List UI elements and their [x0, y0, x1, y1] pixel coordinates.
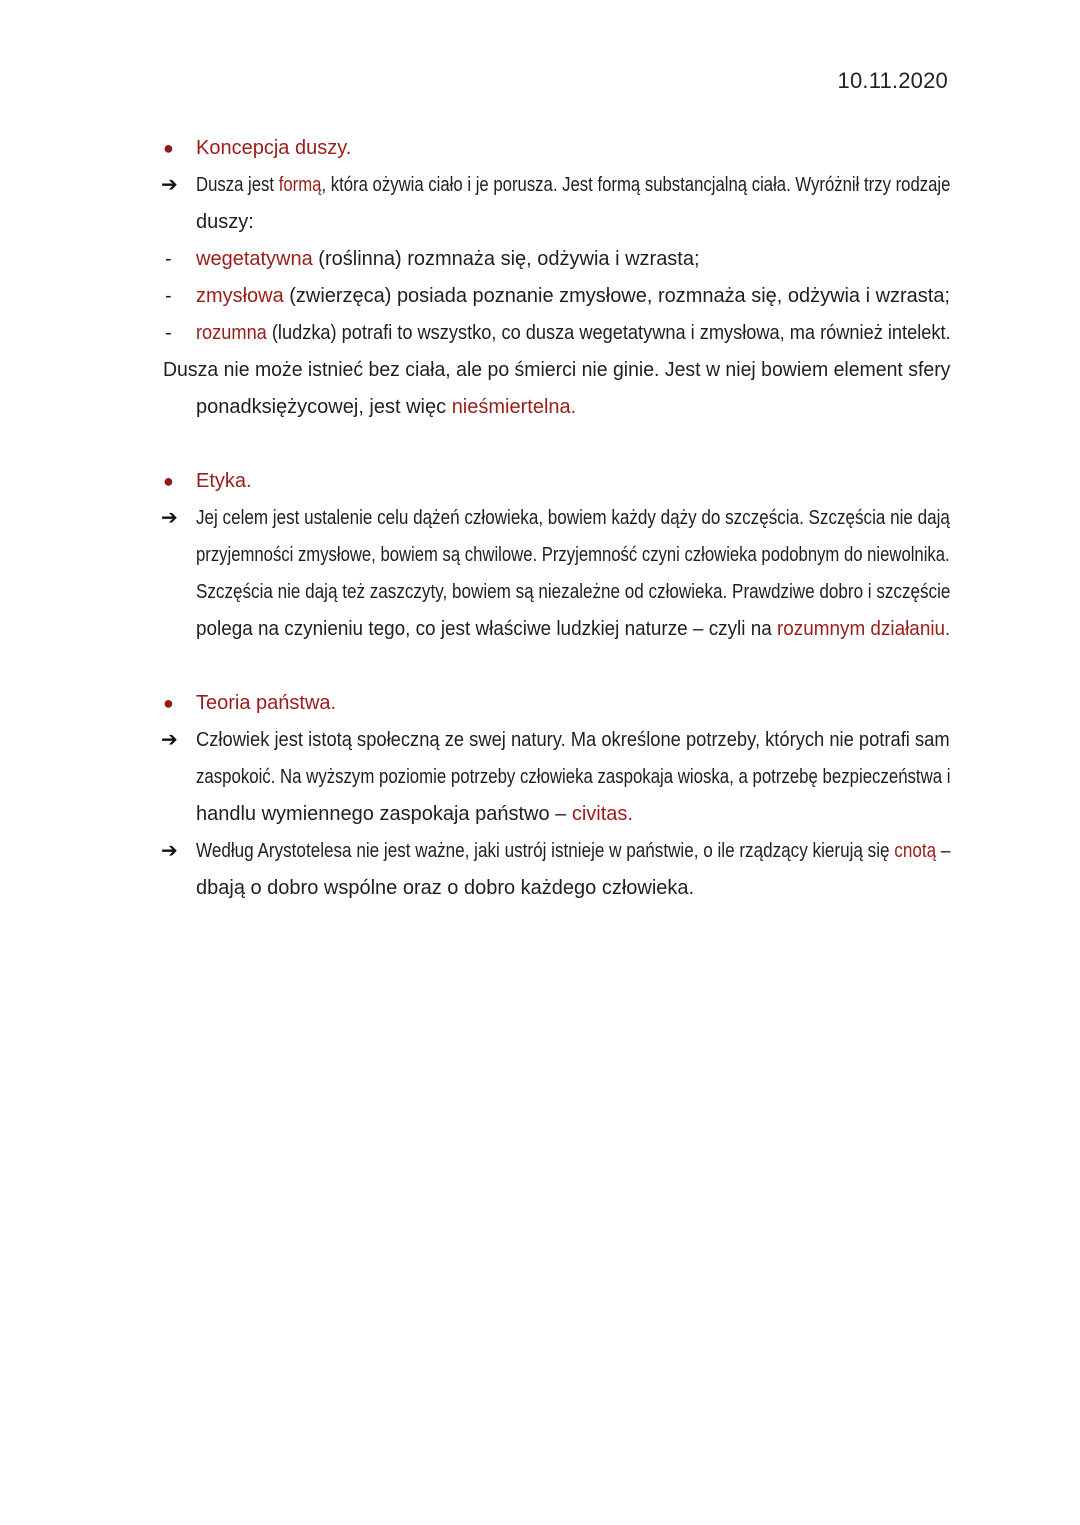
- paragraph-line: handlu wymiennego zaspokaja państwo – civitas.: [196, 803, 633, 825]
- paragraph-line: zaspokoić. Na wyższym poziomie potrzeby człowieka zaspokaja wioska, a potrzebę bezpieczeństwa i: [196, 766, 951, 788]
- arrow-icon: ➔: [161, 729, 178, 751]
- paragraph-line: duszy:: [196, 211, 254, 233]
- paragraph-line: Człowiek jest istotą społeczną ze swej natury. Ma określone potrzeby, których nie potrafi sam: [196, 729, 950, 751]
- section-heading-soul: Koncepcja duszy.: [196, 137, 352, 159]
- paragraph-line: przyjemności zmysłowe, bowiem są chwilowe. Przyjemność czyni człowieka podobnym do niewolnika.: [196, 544, 950, 566]
- bullet-icon: ●: [163, 138, 174, 158]
- soul-type-item: wegetatywna (roślinna) rozmnaża się, odżywia i wzrasta;: [196, 248, 700, 270]
- paragraph-line: Dusza nie może istnieć bez ciała, ale po śmierci nie ginie. Jest w niej bowiem element sfery: [163, 359, 951, 381]
- term-vegetative: wegetatywna: [196, 248, 313, 270]
- paragraph-line: Dusza jest formą, która ożywia ciało i je porusza. Jest formą substancjalną ciała. Wyróżnił trzy rodzaje: [196, 174, 951, 196]
- section-heading-state: Teoria państwa.: [196, 692, 337, 714]
- bullet-icon: ●: [163, 471, 174, 491]
- paragraph-line: ponadksiężycowej, jest więc nieśmiertelna.: [196, 396, 577, 418]
- term-civitas: civitas: [571, 803, 628, 825]
- dash-icon: -: [165, 322, 172, 344]
- dash-icon: -: [165, 285, 172, 307]
- paragraph-line: dbają o dobro wspólne oraz o dobro każdego człowieka.: [196, 877, 695, 899]
- term-immortal: nieśmiertelna: [451, 396, 571, 418]
- paragraph-line: polega na czynieniu tego, co jest właściwe ludzkiej naturze – czyli na rozumnym działaniu.: [196, 618, 951, 640]
- date: 10.11.2020: [837, 68, 948, 93]
- arrow-icon: ➔: [161, 507, 178, 529]
- term-forma: formą: [278, 174, 322, 196]
- paragraph-line: Szczęścia nie dają też zaszczyty, bowiem są niezależne od człowieka. Prawdziwe dobro i szczęście: [196, 581, 951, 603]
- section-heading-ethics: Etyka.: [196, 470, 252, 492]
- soul-type-item: rozumna (ludzka) potrafi to wszystko, co dusza wegetatywna i zmysłowa, ma również intelekt.: [196, 322, 951, 344]
- paragraph-line: Według Arystotelesa nie jest ważne, jaki ustrój istnieje w państwie, o ile rządzący kierują się cnotą –: [196, 840, 951, 862]
- term-virtue: cnotą: [894, 840, 937, 862]
- term-rational-action: rozumnym działaniu: [776, 618, 946, 640]
- arrow-icon: ➔: [161, 840, 178, 862]
- paragraph-line: Jej celem jest ustalenie celu dążeń człowieka, bowiem każdy dąży do szczęścia. Szczęścia nie dają: [196, 507, 950, 529]
- dash-icon: -: [165, 248, 172, 270]
- term-rational: rozumna: [196, 322, 267, 344]
- term-sensory: zmysłowa: [196, 285, 284, 307]
- arrow-icon: ➔: [161, 174, 178, 196]
- bullet-icon: ●: [163, 693, 174, 713]
- soul-type-item: zmysłowa (zwierzęca) posiada poznanie zmysłowe, rozmnaża się, odżywia i wzrasta;: [196, 285, 950, 307]
